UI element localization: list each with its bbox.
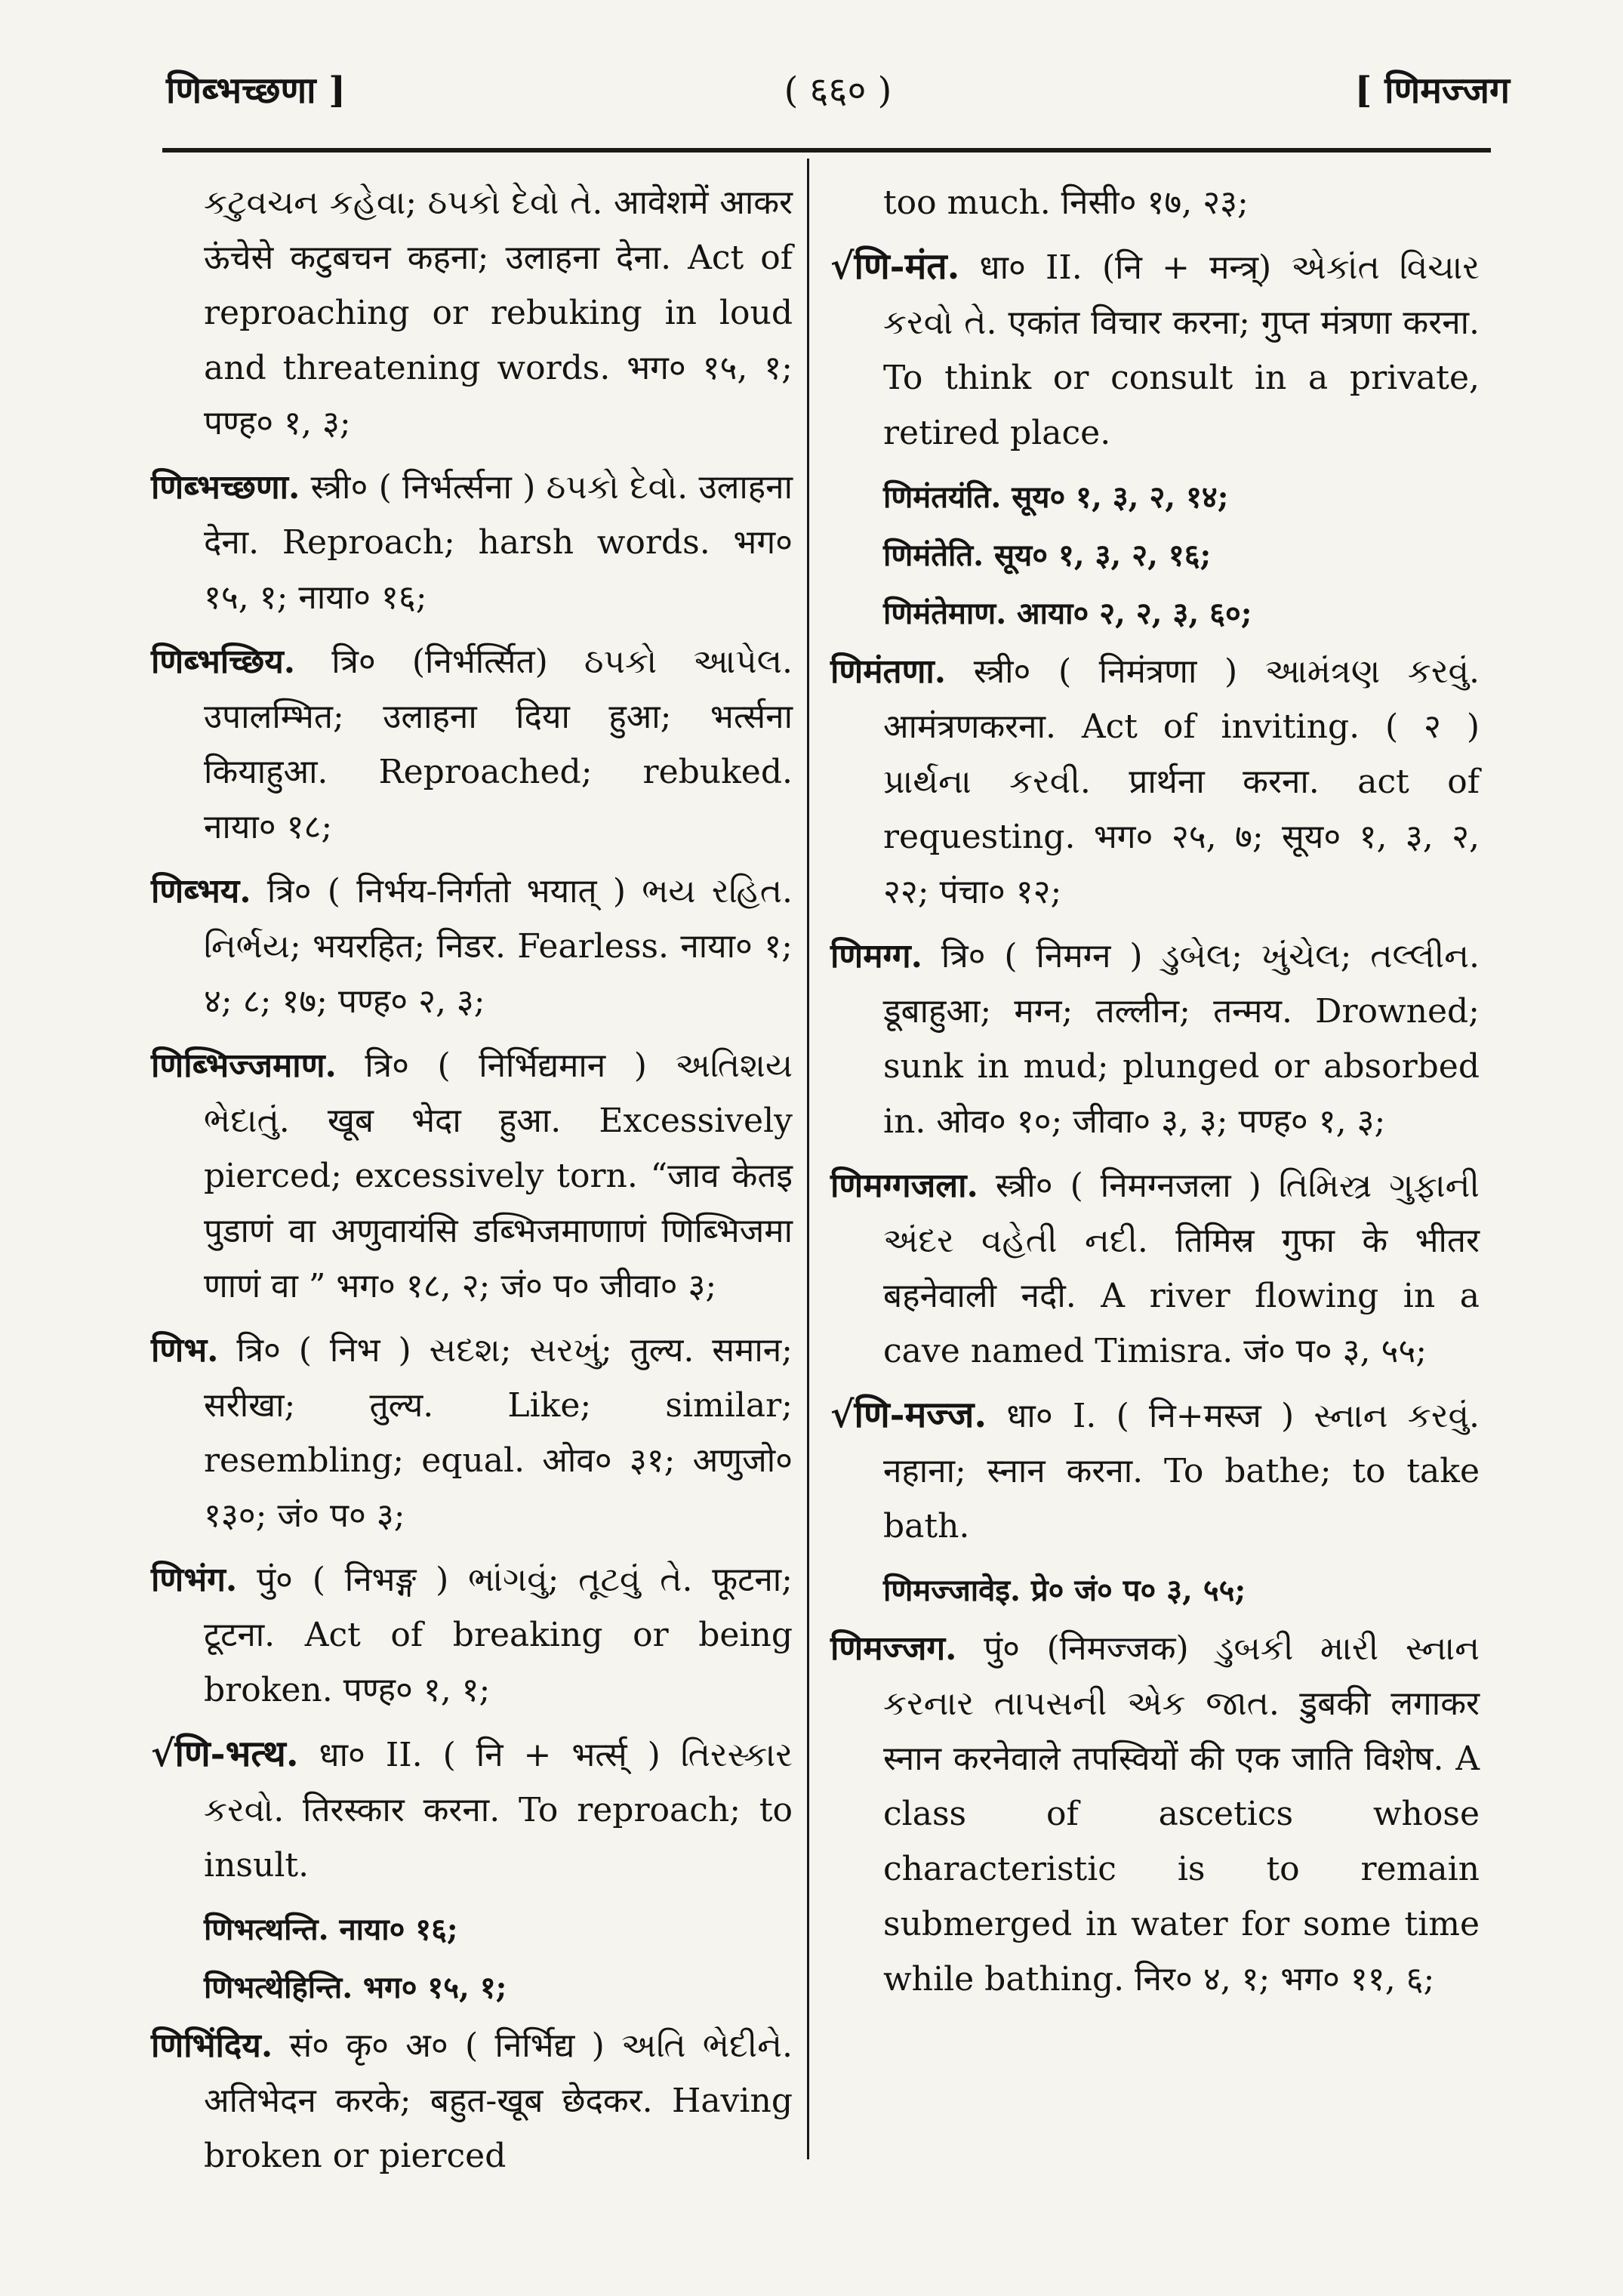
dictionary-entry: णिमग्ग. त्रि० ( निमग्न ) ડુબેલ; ખુંચેલ; તલ્લીન. डूबाहुआ; मग्न; तल्लीन; तन्मय. Drowned; sunk in mud; plunged or absorbed in. ओव० १०; जीवा० ३, ३; पण्ह० १, ३; — [830, 937, 1480, 1141]
headword: णिब्भिज्जमाण. — [151, 1046, 337, 1085]
dictionary-entry: કટુવચન કહેવા; ઠપકો દેવો તે. आवेशमें आकर ऊंचेसे कटुबचन कहना; उलाहना देना. Act of reproaching or rebuking in loud and threatening words. भग० १५, १; पण्ह० १, ३; — [204, 183, 793, 442]
sub-form: णिमज्जावेइ. प्रे० जं० प० ३, ५५; — [883, 1573, 1246, 1608]
headword: √णि-भत्थ. — [151, 1733, 299, 1775]
dictionary-entry: णिभिंदिय. सं० कृ० अ० ( निर्भिद्य ) અતિ ભેદીને. अतिभेदन करके; बहुत-खूब छेदकर. Having broken or pierced — [151, 2026, 793, 2175]
headword: णिभिंदिय. — [151, 2026, 273, 2065]
dictionary-entry: णिमज्जग. पुं० (निमज्जक) ડુબકી મારી સ્નાન કરનાર તાપસની એક જાત. डुबकी लगाकर स्नान करनेवाले तपस्वियों की एक जाति विशेष. A class of ascetics whose characteristic is to remain submerged in water for some time while bathing. निर० ४, १; भग० ११, ६; — [830, 1629, 1480, 1999]
headword: √णि-मंत. — [830, 245, 960, 288]
dictionary-entry: णिब्भच्छणा. स्त्री० ( निर्भर्त्सना ) ઠપકો દેવો. उलाहना देना. Reproach; harsh words. भग० १५, १; नाया० १६; — [151, 468, 793, 617]
dictionary-entry: णिब्भिज्जमाण. त्रि० ( निर्भिद्यमान ) અતિશય ભેદાતું. खूब भेदा हुआ. Excessively pierced; excessively torn. “जाव केतइ पुडाणं वा अणुवायंसि डब्भिजमाणाणं णिब्भिजमा णाणं वा ” भग० १८, २; जं० प० जीवा० ३; — [151, 1046, 793, 1305]
dictionary-entry: णिब्भच्छिय. त्रि० (निर्भर्त्सित) ઠપકો આપેલ. उपालम्भित; उलाहना दिया हुआ; भर्त्सना कियाहुआ. Reproached; rebuked. नाया० १८; — [151, 643, 793, 846]
sub-form: णिभत्थेहिन्ति. भग० १५, १; — [204, 1970, 507, 2005]
dictionary-entry: √णि-मंत. धा० II. (नि + मन्त्र्) એકાંત વિચાર કરવો તે. एकांत विचार करना; गुप्त मंत्रणा करना. To think or consult in a private, retired place. — [830, 245, 1480, 452]
headword: णिमग्ग. — [830, 937, 922, 975]
dictionary-entry: णिभ. त्रि० ( निभ ) સદશ; સરખું; तुल्य. समान; सरीखा; तुल्य. Like; similar; resembling; equal. ओव० ३१; अणुजो० १३०; जं० प० ३; — [151, 1331, 793, 1535]
headword: णिभ. — [151, 1331, 219, 1370]
headword: णिभंग. — [151, 1561, 238, 1599]
running-head-left: णिब्भच्छणा ] — [166, 69, 346, 112]
dictionary-entry: √णि-भत्थ. धा० II. ( नि + भर्त्स् ) તિરસ્કાર કરવો. तिरस्कार करना. To reproach; to insult. — [151, 1733, 793, 1885]
sub-form: णिमंतयंति. सूय० १, ३, २, १४; — [883, 479, 1229, 515]
dictionary-entry: णिब्भय. त्रि० ( निर्भय-निर्गतो भयात् ) ભય રહિત. નિર્ભય; भयरहित; निडर. Fearless. नाया० १; ४; ८; १७; पण्ह० २, ३; — [151, 872, 793, 1021]
sub-form: णिमंतेमाण. आया० २, २, ३, ६०; — [883, 596, 1252, 631]
headword: णिब्भय. — [151, 872, 251, 911]
sub-form: णिभत्थन्ति. नाया० १६; — [204, 1912, 458, 1947]
dictionary-entry: √णि-मज्ज. धा० I. ( नि+मस्ज ) સ્નાન કરવું. नहाना; स्नान करना. To bathe; to take bath. — [830, 1394, 1480, 1546]
dictionary-entry: णिभंग. पुं० ( निभङ्ग ) ભાંગવું; તૂટવું તે. फूटना; टूटना. Act of breaking or being broken. पण्ह० १, १; — [151, 1561, 793, 1709]
dictionary-entry: णिमंतणा. स्त्री० ( निमंत्रणा ) આમંત્રણ કરવું. आमंत्रणकरना. Act of inviting. ( २ ) પ્રાર્થના કરવી. प्रार्थना करना. act of requesting. भग० २५, ७; सूय० १, ३, २, २२; पंचा० १२; — [830, 652, 1480, 911]
headword: णिब्भच्छणा. — [151, 468, 300, 507]
left-column — [151, 175, 793, 2193]
headword: णिमज्जग. — [830, 1629, 957, 1668]
header-rule — [162, 148, 1491, 153]
page-number: ( ६६० ) — [784, 69, 892, 112]
running-head-right: [ णिमज्जग — [1354, 69, 1510, 112]
headword: √णि-मज्ज. — [830, 1394, 987, 1436]
dictionary-entry: too much. निसी० १७, २३; — [883, 183, 1249, 222]
headword: णिमग्गजला. — [830, 1166, 978, 1205]
column-divider — [807, 159, 809, 2159]
sub-form: णिमंतेति. सूय० १, ३, २, १६; — [883, 538, 1212, 573]
headword: णिमंतणा. — [830, 652, 947, 691]
right-column — [830, 175, 1480, 2016]
dictionary-entry: णिमग्गजला. स्त्री० ( निमग्नजला ) તિમિસ્ત્ર ગુફાની અંદર વહેતી નદી. तिमिस्र गुफा के भीतर बहनेवाली नदी. A river flowing in a cave named Timisra. जं० प० ३, ५५; — [830, 1166, 1480, 1370]
headword: णिब्भच्छिय. — [151, 643, 296, 681]
